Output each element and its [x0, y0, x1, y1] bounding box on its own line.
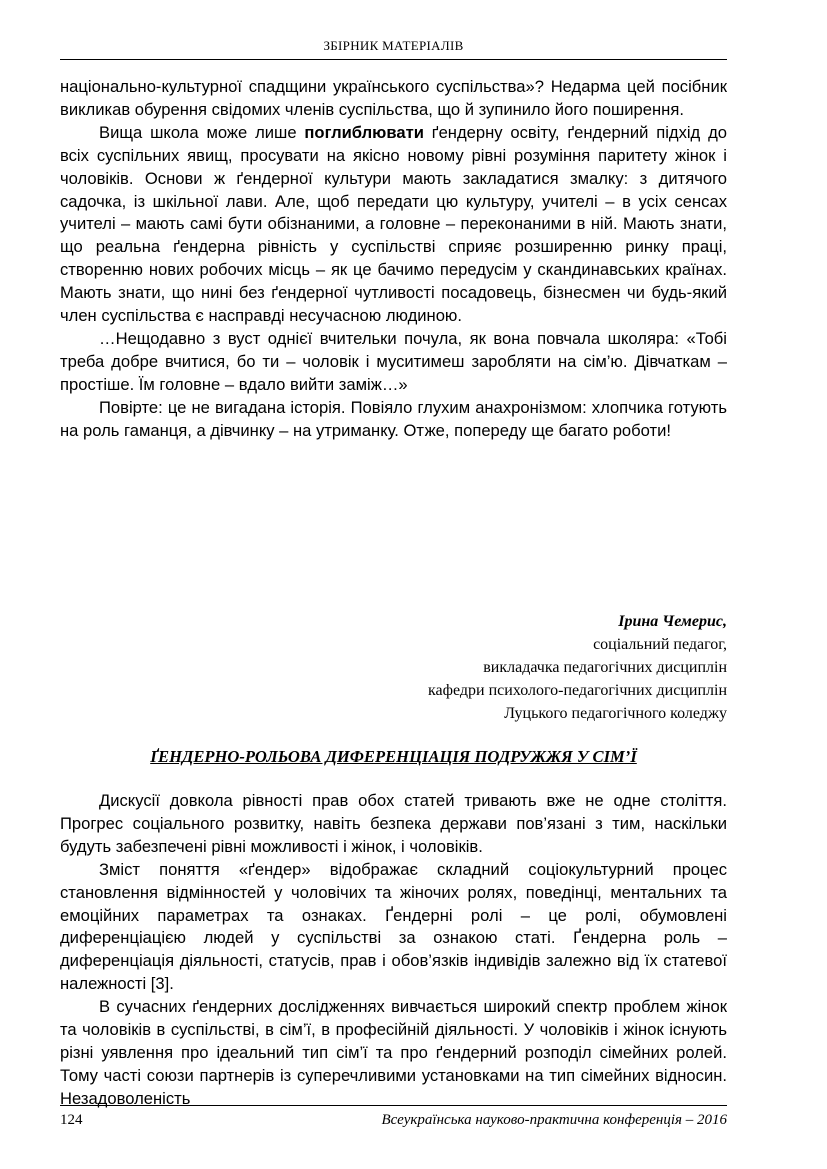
previous-article-body	[60, 76, 727, 443]
footer-conference-title: Всеукраїнська науково-практична конференція – 2016	[381, 1112, 727, 1128]
footer-rule	[60, 1105, 727, 1106]
paragraph: Зміст поняття «ґендер» відображає складний соціокультурний процес становлення відмінностей у чоловічих та жіночих ролях, поведінці, ментальних та емоційних параметрах та ознаках. Ґендерні ролі – це ролі, обумовлені диференціацією людей у суспільстві за ознакою статі. Ґендерна роль – диференціація діяльності, статусів, прав і обов’язків індивідів залежно від їх статевої належності [3].	[60, 859, 727, 994]
paragraph	[60, 122, 727, 328]
running-header: ЗБІРНИК МАТЕРІАЛІВ	[323, 38, 464, 53]
author-department: кафедри психолого-педагогічних дисциплін	[428, 682, 727, 699]
article-body	[60, 790, 727, 1111]
emphasis-text: поглиблювати	[304, 122, 424, 142]
author-name: Ірина Чемерис,	[618, 613, 727, 630]
paragraph: Повірте: це не вигадана історія. Повіяло глухим анахронізмом: хлопчика готують на роль гаманця, а дівчинку – на утриманку. Отже, попереду ще багато роботи!	[60, 397, 727, 440]
page-number: 124	[60, 1112, 83, 1128]
paragraph: В сучасних ґендерних дослідженнях вивчається широкий спектр проблем жінок та чоловіків в суспільстві, в сім’ї, в професійній діяльності. У чоловіків і жінок існують різні уявлення про ідеальний тип сім’ї та про ґендерний розподіл сімейних ролей. Тому часті союзи партнерів із суперечливими установками на тип сімейних відносин. Незадоволеність	[60, 997, 727, 1108]
paragraph-text: ґендерну освіту, ґендерний підхід до всіх суспільних явищ, просувати на якісно новому рівні розуміння паритету жінок і чоловіків. Основи ж ґендерної культури мають закладатися змалку: з дитячого садочка, із шкільної лави. Але, щоб передати цю культуру, учителі – в усіх сенсах учителі – мають самі бути обізнаними, а головне – переконаними в ній. Мають знати, що реальна ґендерна рівність у суспільстві сприяє розширенню ринку праці, створенню нових робочих місць – як це бачимо передусім у скандинавських країнах. Мають знати, що нині без ґендерної чутливості посадовець, бізнесмен чи будь-який член суспільства є насправді несучасною людиною.	[60, 122, 727, 326]
author-position: соціальний педагог,	[593, 636, 727, 653]
header-rule	[60, 59, 727, 60]
article-title: ҐЕНДЕРНО-РОЛЬОВА ДИФЕРЕНЦІАЦІЯ ПОДРУЖЖЯ У СІМ’Ї	[150, 747, 637, 766]
paragraph: Дискусії довкола рівності прав обох статей тривають вже не одне століття. Прогрес соціального розвитку, навіть безпека держави пов’язані з тим, наскільки будуть забезпечені рівні можливості і жінок, і чоловіків.	[60, 791, 727, 856]
paragraph: національно-культурної спадщини українського суспільства»? Недарма цей посібник викликав обурення свідомих членів суспільства, що й зупинило його поширення.	[60, 77, 727, 119]
paragraph: …Нещодавно з вуст однієї вчительки почула, як вона повчала школяра: «Тобі треба добре вчитися, бо ти – чоловік і муситимеш заробляти на сім’ю. Дівчаткам – простіше. Їм головне – вдало вийти заміж…»	[60, 328, 727, 394]
author-institution: Луцького педагогічного коледжу	[504, 705, 727, 722]
author-signature	[428, 610, 727, 725]
paragraph-text: Вища школа може лише	[99, 122, 305, 142]
author-position: викладачка педагогічних дисциплін	[483, 659, 727, 676]
